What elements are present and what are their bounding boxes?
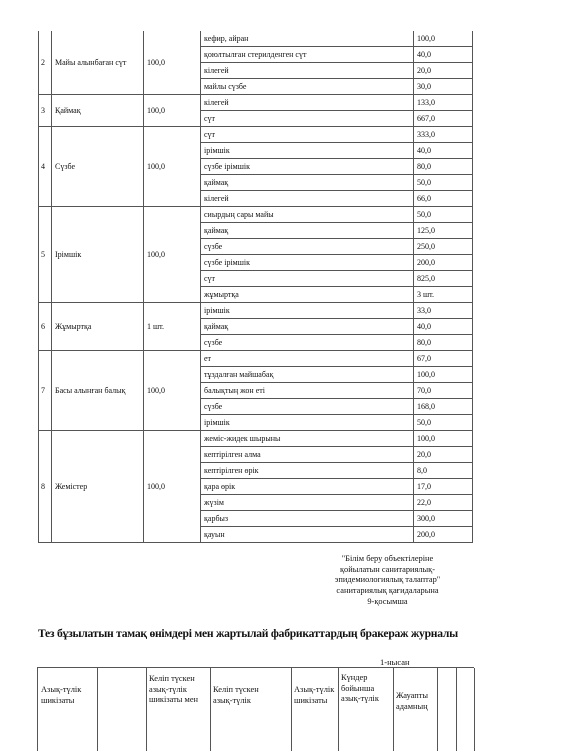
form-number: 1-нысан [380, 657, 410, 667]
table-row [39, 207, 473, 223]
substitute-name: кептірілген алма [201, 447, 414, 463]
substitute-amount: 20,0 [414, 447, 473, 463]
journal-header: Азық-түлік шикізаты [41, 685, 82, 705]
substitute-amount: 40,0 [414, 319, 473, 335]
product-name: Жемістер [52, 431, 144, 543]
journal-table [37, 667, 474, 751]
journal-header: Күндер бойынша азық-түлік [341, 673, 379, 703]
product-amount: 100,0 [144, 351, 201, 431]
substitute-name: жұмыртқа [201, 287, 414, 303]
product-amount: 1 шт. [144, 303, 201, 351]
substitute-amount: 200,0 [414, 255, 473, 271]
product-amount: 100,0 [144, 127, 201, 207]
caption-line: "Білім беру объектілеріне [341, 554, 434, 563]
journal-header: Келіп түскен азық-түлік шикізаты мен [149, 674, 199, 704]
product-name: Жұмыртқа [52, 303, 144, 351]
substitute-amount: 50,0 [414, 415, 473, 431]
substitute-amount: 250,0 [414, 239, 473, 255]
table-row [39, 31, 473, 47]
table-row [39, 127, 473, 143]
product-name: Ірімшік [52, 207, 144, 303]
substitute-name: ірімшік [201, 303, 414, 319]
substitute-name: сүзбе [201, 399, 414, 415]
substitute-name: сүзбе ірімшік [201, 255, 414, 271]
substitute-name: сиырдың сары майы [201, 207, 414, 223]
substitute-name: тұздалған майшабақ [201, 367, 414, 383]
substitute-name: сүзбе ірімшік [201, 159, 414, 175]
substitute-name: кілегей [201, 191, 414, 207]
substitute-name: кефир, айран [201, 31, 414, 47]
substitute-amount: 3 шт. [414, 287, 473, 303]
substitute-amount: 100,0 [414, 31, 473, 47]
product-amount: 100,0 [144, 95, 201, 127]
substitute-amount: 22,0 [414, 495, 473, 511]
substitute-amount: 40,0 [414, 143, 473, 159]
product-name: Майы алынбаған сүт [52, 31, 144, 95]
substitute-amount: 667,0 [414, 111, 473, 127]
caption-line: 9-қосымша [367, 596, 408, 606]
journal-header: Азық-түлік шикізаты [294, 685, 335, 705]
row-number: 4 [39, 127, 52, 207]
journal-header: Келіп түскен азық-түлік [213, 685, 259, 705]
substitute-amount: 40,0 [414, 47, 473, 63]
journal-column [291, 668, 339, 751]
substitute-name: жеміс-жидек шырыны [201, 431, 414, 447]
row-number: 2 [39, 31, 52, 95]
product-name: Қаймақ [52, 95, 144, 127]
substitute-amount: 30,0 [414, 79, 473, 95]
substitute-name: ірімшік [201, 143, 414, 159]
substitute-amount: 50,0 [414, 207, 473, 223]
substitute-name: қауын [201, 527, 414, 543]
table-row [39, 95, 473, 111]
substitute-name: қаймақ [201, 319, 414, 335]
substitute-amount: 100,0 [414, 367, 473, 383]
substitute-name: қаймақ [201, 223, 414, 239]
row-number: 8 [39, 431, 52, 543]
substitute-amount: 200,0 [414, 527, 473, 543]
substitute-amount: 70,0 [414, 383, 473, 399]
substitute-name: кептірілген өрік [201, 463, 414, 479]
substitute-name: сүзбе [201, 239, 414, 255]
substitute-name: ет [201, 351, 414, 367]
substitute-amount: 80,0 [414, 159, 473, 175]
substitute-amount: 66,0 [414, 191, 473, 207]
substitute-amount: 20,0 [414, 63, 473, 79]
product-amount: 100,0 [144, 31, 201, 95]
substitute-amount: 17,0 [414, 479, 473, 495]
product-name: Басы алынған балық [52, 351, 144, 431]
caption-line: эпидемиологиялық талаптар" [334, 575, 441, 585]
row-number: 3 [39, 95, 52, 127]
substitute-amount: 825,0 [414, 271, 473, 287]
journal-column [38, 668, 98, 751]
substitute-amount: 67,0 [414, 351, 473, 367]
substitute-amount: 100,0 [414, 431, 473, 447]
substitute-amount: 80,0 [414, 335, 473, 351]
substitution-table [38, 31, 473, 543]
substitute-name: балықтың жон еті [201, 383, 414, 399]
journal-header: Жауапты адамның [396, 691, 429, 711]
table-row [39, 351, 473, 367]
table-row [39, 431, 473, 447]
product-name: Сүзбе [52, 127, 144, 207]
appendix-caption [300, 554, 475, 608]
substitute-amount: 168,0 [414, 399, 473, 415]
journal-column [456, 668, 475, 751]
substitute-name: сүт [201, 111, 414, 127]
caption-line: қойылатын санитариялық- [339, 564, 436, 574]
substitute-name: ірімшік [201, 415, 414, 431]
journal-column [97, 668, 147, 751]
substitute-name: сүзбе [201, 335, 414, 351]
substitute-name: қаймақ [201, 175, 414, 191]
row-number: 7 [39, 351, 52, 431]
substitute-name: қоюлтылған стерилденген сүт [201, 47, 414, 63]
substitute-amount: 50,0 [414, 175, 473, 191]
substitute-name: жүзім [201, 495, 414, 511]
substitute-name: майлы сүзбе [201, 79, 414, 95]
substitute-amount: 125,0 [414, 223, 473, 239]
journal-column [210, 668, 292, 751]
substitute-name: сүт [201, 271, 414, 287]
substitute-amount: 333,0 [414, 127, 473, 143]
caption-line: санитариялық қағидаларына [336, 586, 439, 596]
substitute-name: кілегей [201, 63, 414, 79]
row-number: 5 [39, 207, 52, 303]
product-amount: 100,0 [144, 207, 201, 303]
product-amount: 100,0 [144, 431, 201, 543]
substitute-name: кілегей [201, 95, 414, 111]
substitute-name: қара өрік [201, 479, 414, 495]
journal-column [437, 668, 457, 751]
substitute-amount: 8,0 [414, 463, 473, 479]
table-row [39, 303, 473, 319]
substitute-amount: 33,0 [414, 303, 473, 319]
substitute-amount: 133,0 [414, 95, 473, 111]
journal-title: Тез бұзылатын тамақ өнімдері мен жартылай фабрикаттардың бракераж журналы [38, 627, 458, 640]
substitute-name: қарбыз [201, 511, 414, 527]
substitute-amount: 300,0 [414, 511, 473, 527]
row-number: 6 [39, 303, 52, 351]
substitute-name: сүт [201, 127, 414, 143]
